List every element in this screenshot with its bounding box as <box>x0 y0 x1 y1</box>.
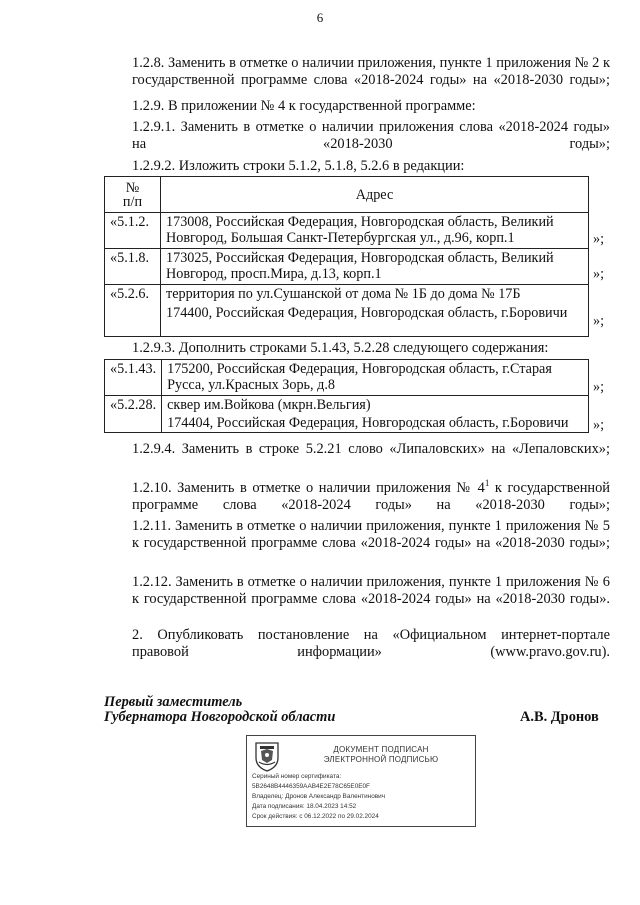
table-row <box>105 249 589 285</box>
row-address <box>162 396 589 433</box>
signatory-position <box>104 695 335 725</box>
row-tail: »; <box>593 313 605 329</box>
table-row <box>105 360 589 396</box>
row-address: 173025, Российская Федерация, Новгородская область, Великий Новгород, просп.Мира, д.13, корп.1 <box>161 249 589 285</box>
para-1-2-10-end: к государственной программе слова «2018-2024 годы» на «2018-2030 годы»; <box>132 480 611 513</box>
stamp-owner: Владелец: Дронов Александр Валентинович <box>252 793 386 800</box>
signatory-name: А.В. Дронов <box>520 709 599 725</box>
row-number: «5.1.2. <box>105 213 161 249</box>
stamp-validity: Срок действия: с 06.12.2022 по 29.02.2024 <box>252 813 379 820</box>
stamp-cert-number: 5B2648B4446359AAB4E2E78C65E0E0F <box>252 783 370 790</box>
row-tail: »; <box>593 417 605 433</box>
para-1-2-10-start: 1.2.10. Заменить в отметке о наличии приложения № 4 <box>132 480 485 496</box>
table-row <box>105 396 589 433</box>
stamp-signed-date: Дата подписания: 18.04.2023 14:52 <box>252 803 357 810</box>
header-address: Адрес <box>161 177 589 213</box>
table-row <box>105 285 589 337</box>
para-1-2-12: 1.2.12. Заменить в отметке о наличии приложения, пункте 1 приложения № 6 к государственной программе слова «2018-2024 годы» на «2018-2030 годы». <box>132 574 610 607</box>
page-number: 6 <box>316 10 324 25</box>
signatory-position-line: Губернатора Новгородской области <box>104 709 336 725</box>
e-signature-stamp <box>246 735 476 827</box>
row-address <box>161 285 589 337</box>
address-table-2 <box>104 359 589 433</box>
stamp-title-2: ЭЛЕКТРОННОЙ ПОДПИСЬЮ <box>323 755 439 764</box>
para-1-2-9-3: 1.2.9.3. Дополнить строками 5.1.43, 5.2.28 следующего содержания: <box>132 340 549 356</box>
para-1-2-11: 1.2.11. Заменить в отметке о наличии приложения, пункте 1 приложения № 5 к государственной программе слова «2018-2024 годы» на «2018-2030 годы»; <box>132 518 610 551</box>
para-1-2-9-1: 1.2.9.1. Заменить в отметке о наличии приложения слова «2018-2024 годы» на «2018-2030 годы»; <box>132 119 610 152</box>
para-2-publish: 2. Опубликовать постановление на «Официальном интернет-портале правовой информации» (www.pravo.gov.ru). <box>132 627 610 660</box>
row-address: 175200, Российская Федерация, Новгородская область, г.Старая Русса, ул.Красных Зорь, д.8 <box>162 360 589 396</box>
stamp-cert-label: Сериный номер сертификата: <box>252 773 342 780</box>
row-address-line: 174400, Российская Федерация, Новгородская область, г.Боровичи <box>166 305 568 321</box>
header-number-sign: № <box>125 179 140 196</box>
row-tail: »; <box>593 266 605 282</box>
para-1-2-8: 1.2.8. Заменить в отметке о наличии приложения, пункте 1 приложения № 2 к государственной программе слова «2018-2024 годы» на «2018-2030 годы»; <box>132 55 610 88</box>
stamp-title-1: ДОКУМЕНТ ПОДПИСАН <box>333 745 429 754</box>
para-1-2-9: 1.2.9. В приложении № 4 к государственной программе: <box>132 98 476 114</box>
row-address-line: сквер им.Войкова (мкрн.Вельгия) <box>167 397 371 413</box>
row-number: «5.1.43. <box>105 360 162 396</box>
para-1-2-10 <box>132 480 610 514</box>
coat-of-arms-icon <box>252 740 282 772</box>
row-address-line: 174404, Российская Федерация, Новгородская область, г.Боровичи <box>167 415 569 431</box>
address-table-1 <box>104 176 589 337</box>
superscript: 1 <box>484 478 490 489</box>
row-address: 173008, Российская Федерация, Новгородская область, Великий Новгород, Большая Санкт-Петербургская ул., д.96, корп.1 <box>161 213 589 249</box>
row-tail: »; <box>593 231 605 247</box>
table-header-row <box>105 177 589 213</box>
row-number: «5.2.6. <box>105 285 161 337</box>
table-row <box>105 213 589 249</box>
row-address-line: территория по ул.Сушанской от дома № 1Б до дома № 17Б <box>166 286 521 302</box>
para-1-2-9-2: 1.2.9.2. Изложить строки 5.1.2, 5.1.8, 5.2.6 в редакции: <box>132 158 465 174</box>
row-number: «5.2.28. <box>105 396 162 433</box>
header-number-pp: п/п <box>122 193 143 210</box>
header-number <box>105 177 161 213</box>
para-1-2-9-4: 1.2.9.4. Заменить в строке 5.2.21 слово «Липаловских» на «Лепаловских»; <box>132 441 610 457</box>
row-number: «5.1.8. <box>105 249 161 285</box>
row-tail: »; <box>593 379 605 395</box>
signatory-position-line: Первый заместитель <box>104 694 243 710</box>
